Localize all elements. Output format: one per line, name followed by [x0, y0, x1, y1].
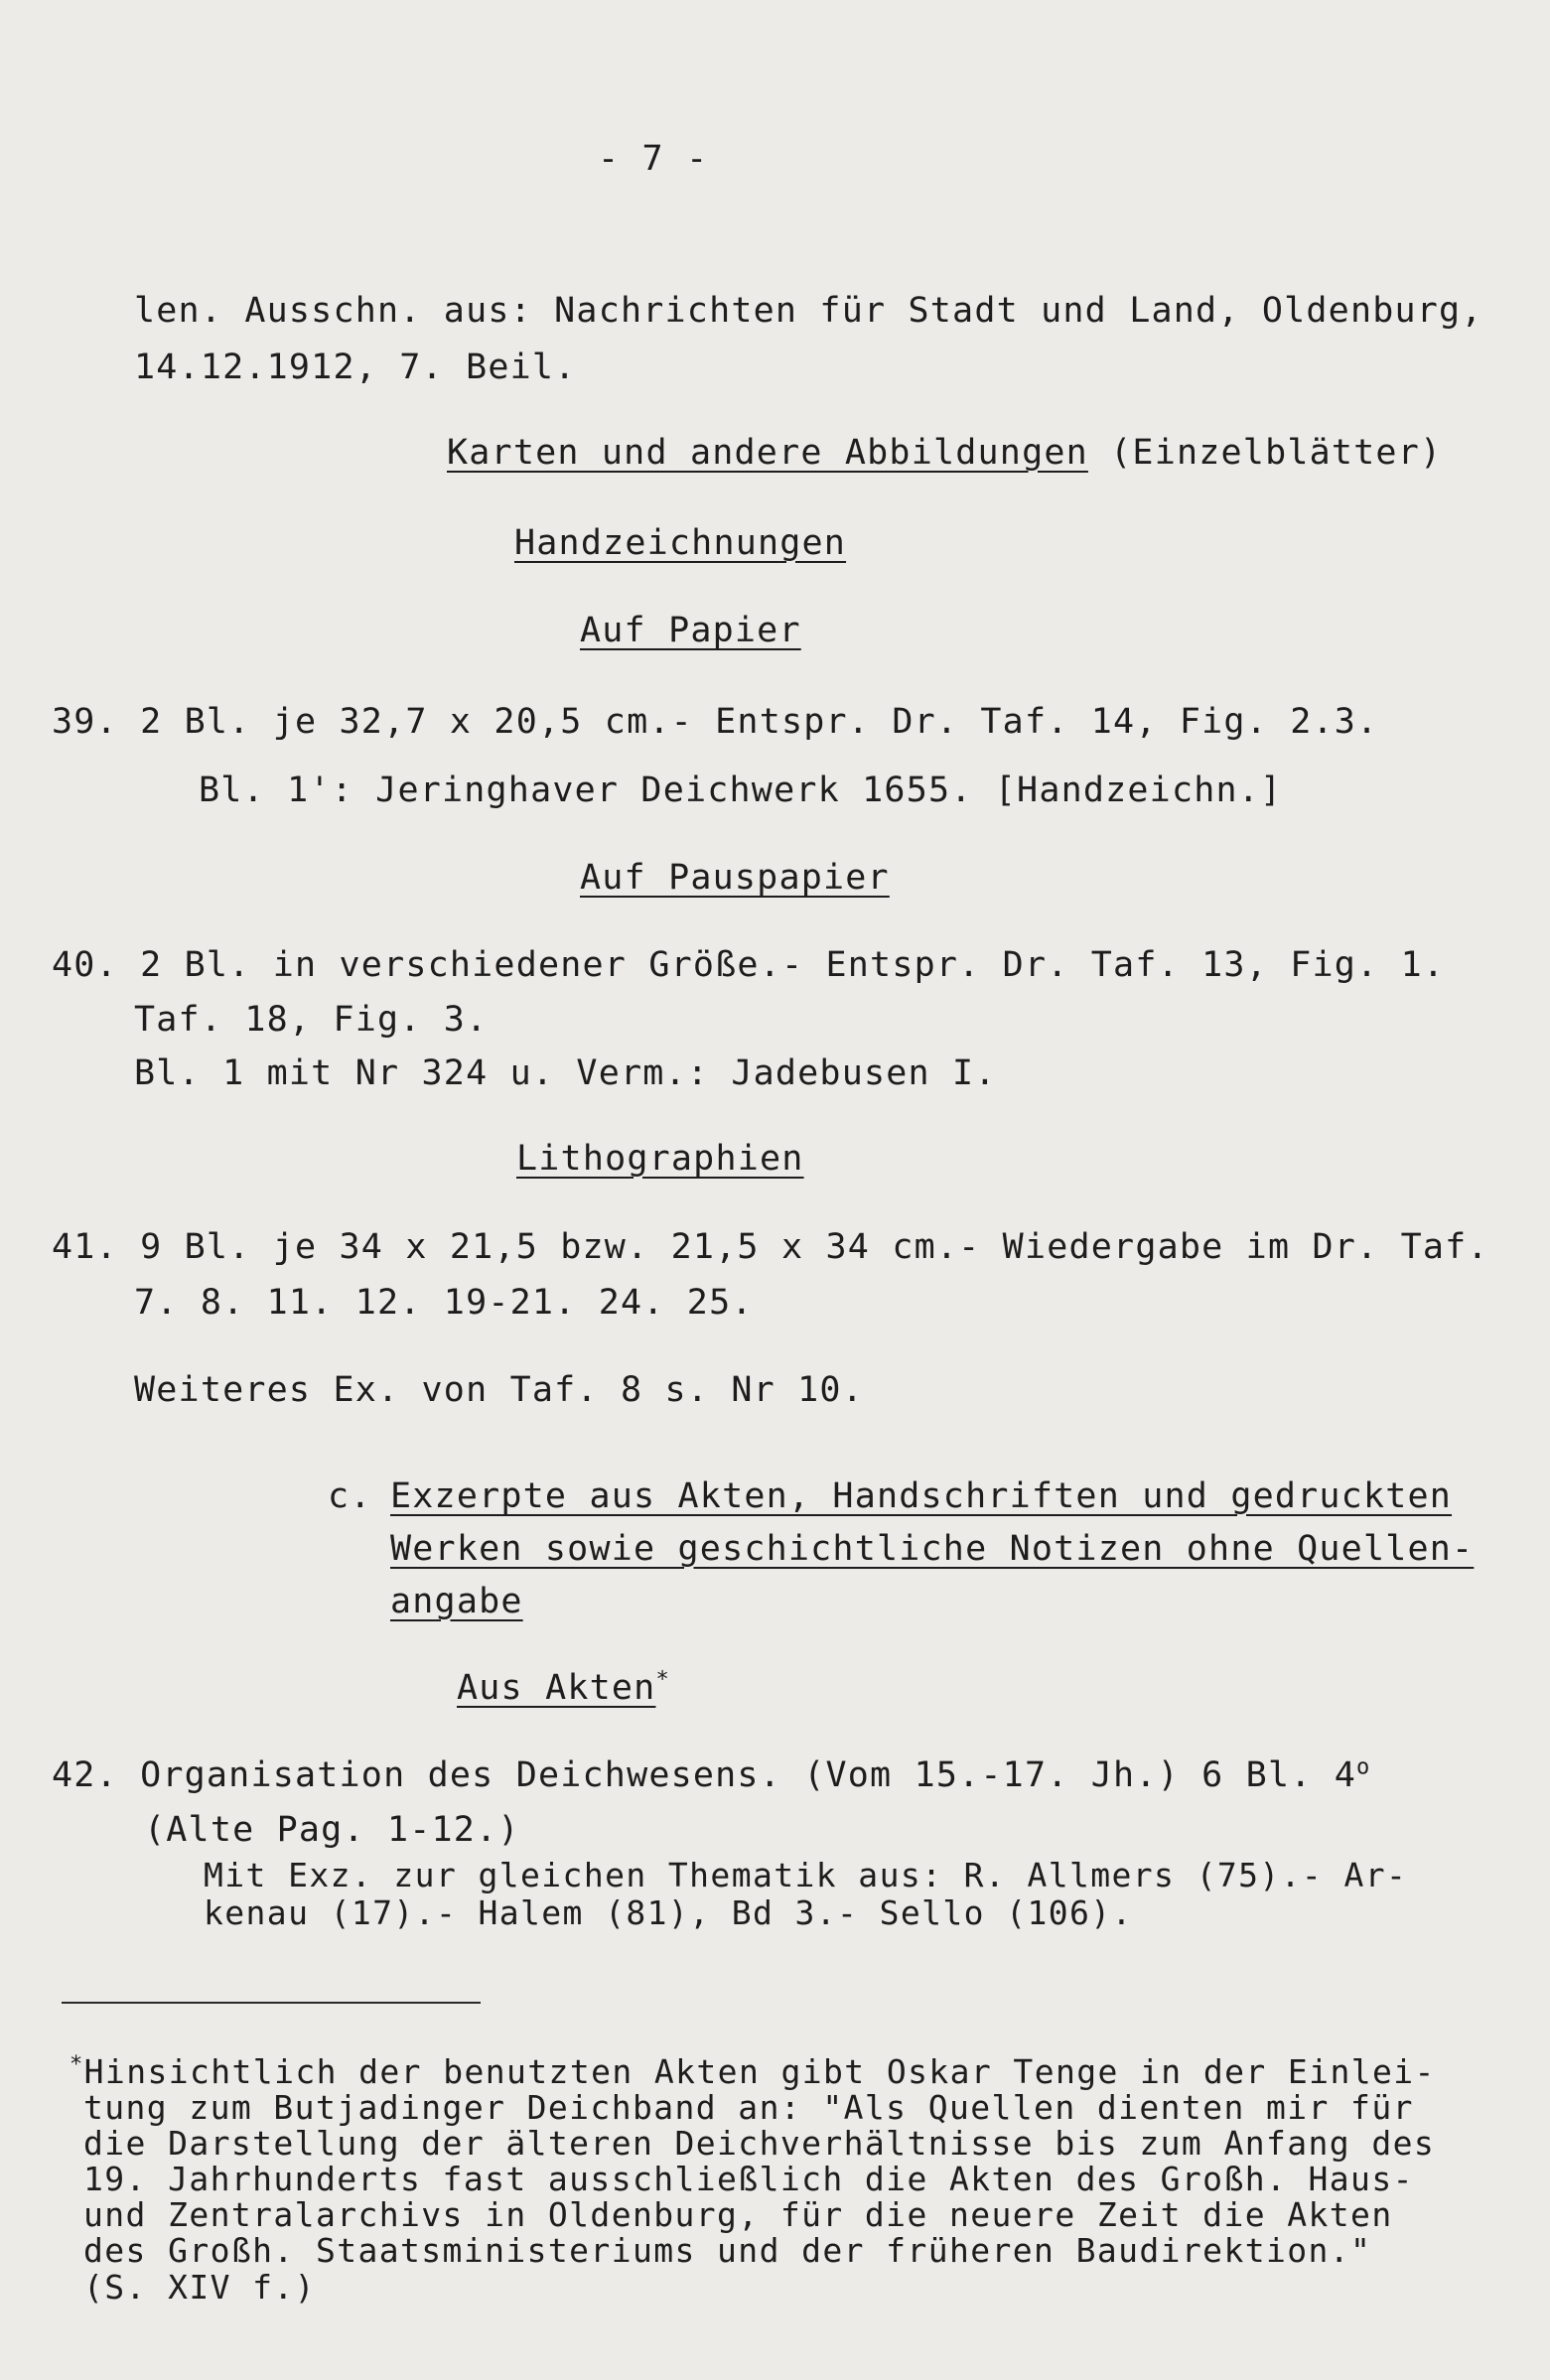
entry-42-line-3: Mit Exz. zur gleichen Thematik aus: R. Allmers (75).- Ar- — [204, 1856, 1408, 1894]
footnote-line-1 — [70, 2054, 1436, 2090]
entry-41-line-3: Weiteres Ex. von Taf. 8 s. Nr 10. — [134, 1370, 864, 1410]
section-heading-karten — [447, 433, 1442, 473]
entry-42-format-sup: o — [1356, 1754, 1371, 1780]
footnote-line-2: tung zum Butjadinger Deichband an: "Als Quellen dienten mir für — [83, 2088, 1414, 2127]
entry-42-line-2: (Alte Pag. 1-12.) — [144, 1810, 520, 1850]
footnote-line-7: (S. XIV f.) — [83, 2268, 316, 2307]
footnote-separator — [62, 2002, 481, 2004]
entry-39-line-1: 39. 2 Bl. je 32,7 x 20,5 cm.- Entspr. Dr. Taf. 14, Fig. 2.3. — [52, 702, 1379, 742]
entry-41-line-1: 41. 9 Bl. je 34 x 21,5 bzw. 21,5 x 34 cm.- Wiedergabe im Dr. Taf. — [52, 1227, 1489, 1267]
karten-suffix: (Einzelblätter) — [1087, 433, 1443, 473]
entry-41-line-2: 7. 8. 11. 12. 19-21. 24. 25. — [134, 1283, 754, 1323]
section-c-heading-line-2: Werken sowie geschichtliche Notizen ohne Quellen- — [390, 1529, 1475, 1569]
entry-42-line-1-text: 42. Organisation des Deichwesens. (Vom 15.-17. Jh.) 6 Bl. 4 — [52, 1755, 1357, 1795]
section-heading-handzeichnungen: Handzeichnungen — [514, 523, 847, 563]
entry-42-line-1 — [52, 1755, 1371, 1795]
continuation-line-2: 14.12.1912, 7. Beil. — [134, 348, 577, 387]
entry-40-line-1: 40. 2 Bl. in verschiedener Größe.- Entspr. Dr. Taf. 13, Fig. 1. — [52, 945, 1446, 985]
section-heading-auf-pauspapier: Auf Pauspapier — [580, 858, 890, 898]
page-number: - 7 - — [598, 139, 709, 179]
footnote-line-5: und Zentralarchivs in Oldenburg, für die neuere Zeit die Akten — [83, 2195, 1393, 2234]
entry-40-line-2: Taf. 18, Fig. 3. — [134, 1000, 489, 1040]
section-heading-aus-akten — [457, 1668, 670, 1708]
footnote-line-3: die Darstellung der älteren Deichverhältnisse bis zum Anfang des — [83, 2124, 1436, 2163]
footnote-line-1-text: Hinsichtlich der benutzten Akten gibt Oskar Tenge in der Einlei- — [83, 2052, 1436, 2091]
section-c-heading-line-1: Exzerpte aus Akten, Handschriften und gedruckten — [390, 1476, 1453, 1516]
entry-42-line-4: kenau (17).- Halem (81), Bd 3.- Sello (106). — [204, 1893, 1133, 1932]
entry-40-line-3: Bl. 1 mit Nr 324 u. Verm.: Jadebusen I. — [134, 1053, 997, 1093]
karten-heading: Karten und andere Abbildungen — [447, 433, 1088, 473]
section-c-label: c. — [328, 1476, 372, 1516]
section-heading-auf-papier: Auf Papier — [580, 611, 801, 650]
section-heading-lithographien: Lithographien — [516, 1139, 804, 1179]
section-c-heading-line-3: angabe — [390, 1582, 523, 1621]
entry-39-line-2: Bl. 1': Jeringhaver Deichwerk 1655. [Handzeichn.] — [199, 770, 1283, 810]
footnote-line-6: des Großh. Staatsministeriums und der früheren Baudirektion." — [83, 2231, 1372, 2270]
footnote-mark: * — [70, 2052, 84, 2077]
aus-akten-heading: Aus Akten — [457, 1668, 656, 1708]
continuation-line-1: len. Ausschn. aus: Nachrichten für Stadt und Land, Oldenburg, — [134, 291, 1483, 331]
footnote-line-4: 19. Jahrhunderts fast ausschließlich die Akten des Großh. Haus- — [83, 2160, 1414, 2198]
aus-akten-footnote-mark: * — [655, 1667, 670, 1693]
